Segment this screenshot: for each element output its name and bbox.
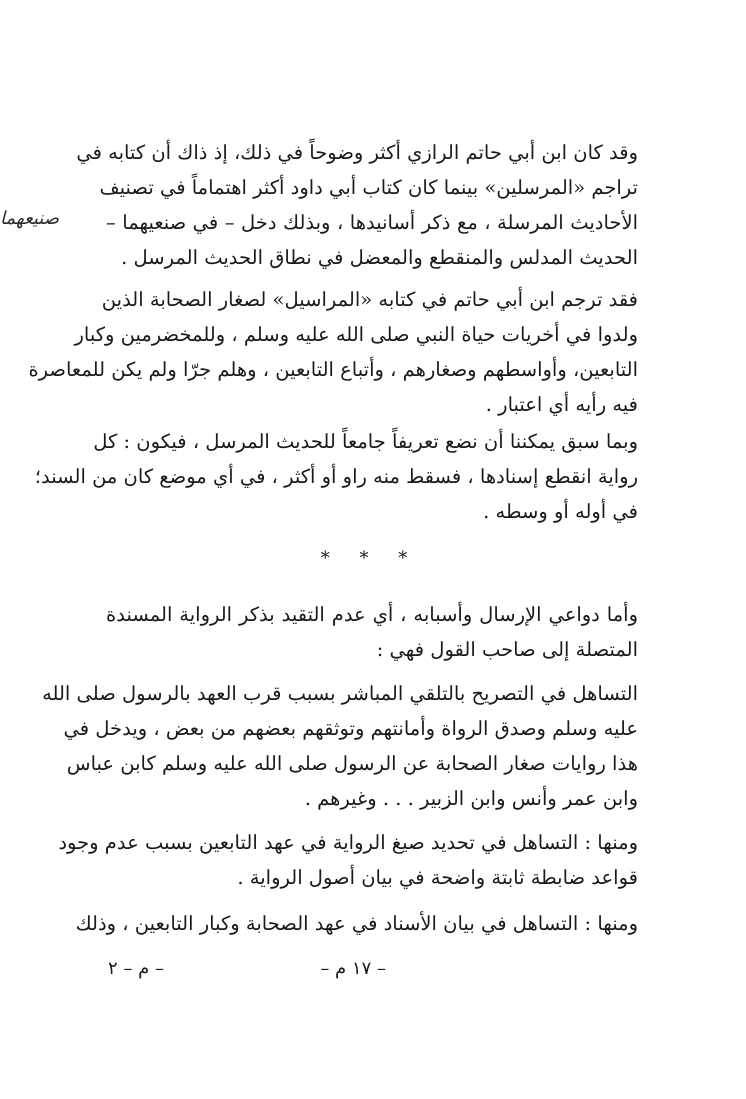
footer-page-marker: – م – ٢ (108, 958, 164, 979)
text-line: وأما دواعي الإرسال وأسبابه ، أي عدم التقيد بذكر الرواية المسندة (106, 603, 638, 626)
text-line: وقد كان ابن أبي حاتم الرازي أكثر وضوحاً في ذلك، إذ ذاك أن كتابه في (76, 141, 638, 164)
text-line: ومنها : التساهل في بيان الأسناد في عهد الصحابة وكبار التابعين ، وذلك (75, 912, 638, 935)
text-line: رواية انقطع إسنادها ، فسقط منه راو أو أكثر ، في أي موضع كان من السند؛ (34, 465, 638, 488)
text-line: تراجم «المرسلين» بينما كان كتاب أبي داود أكثر اهتماماً في تصنيف (99, 176, 638, 199)
text-line: فقد ترجم ابن أبي حاتم في كتابه «المراسيل» لصغار الصحابة الذين (101, 288, 638, 311)
paragraph-2 (28, 282, 638, 422)
text-line: فيه رأيه أي اعتبار . (485, 393, 638, 416)
footer-signature: – ١٧ م – (320, 958, 386, 979)
text-line: وابن عمر وأنس وابن الزبير . . . وغيرهم . (304, 787, 638, 810)
paragraph-7 (75, 906, 638, 941)
paragraph-1 (76, 135, 638, 275)
text-line: ولدوا في أخريات حياة النبي صلى الله عليه وسلم ، وللمخضرمين وكبار (74, 323, 638, 346)
handwritten-margin-note: صنيعهما (0, 208, 60, 229)
text-line: الحديث المدلس والمنقطع والمعضل في نطاق الحديث المرسل . (121, 246, 638, 269)
text-line: الأحاديث المرسلة ، مع ذكر أسانيدها ، وبذلك دخل – في صنعيهما – (106, 211, 638, 234)
text-line: وبما سبق يمكننا أن نضع تعريفاً جامعاً للحديث المرسل ، فيكون : كل (93, 430, 638, 453)
section-separator: * * * (320, 548, 420, 569)
paragraph-3 (34, 424, 638, 529)
text-line: في أوله أو وسطه . (483, 500, 638, 523)
text-line: هذا روايات صغار الصحابة عن الرسول صلى الله عليه وسلم كابن عباس (66, 752, 638, 775)
text-line: ومنها : التساهل في تحديد صيغ الرواية في عهد التابعين بسبب عدم وجود (58, 831, 638, 854)
text-line: عليه وسلم وصدق الرواة وأمانتهم وتوثقهم بعضهم من بعض ، ويدخل في (63, 717, 638, 740)
text-line: المتصلة إلى صاحب القول فهي : (376, 638, 638, 661)
paragraph-4 (106, 597, 638, 667)
text-line: التساهل في التصريح بالتلقي المباشر بسبب قرب العهد بالرسول صلى الله (42, 682, 638, 705)
paragraph-5 (42, 676, 638, 816)
paragraph-6 (58, 825, 638, 895)
text-line: قواعد ضابطة ثابتة واضحة في بيان أصول الرواية . (237, 866, 638, 889)
text-line: التابعين، وأواسطهم وصغارهم ، وأتباع التابعين ، وهلم جرّا ولم يكن للمعاصرة (28, 358, 638, 381)
